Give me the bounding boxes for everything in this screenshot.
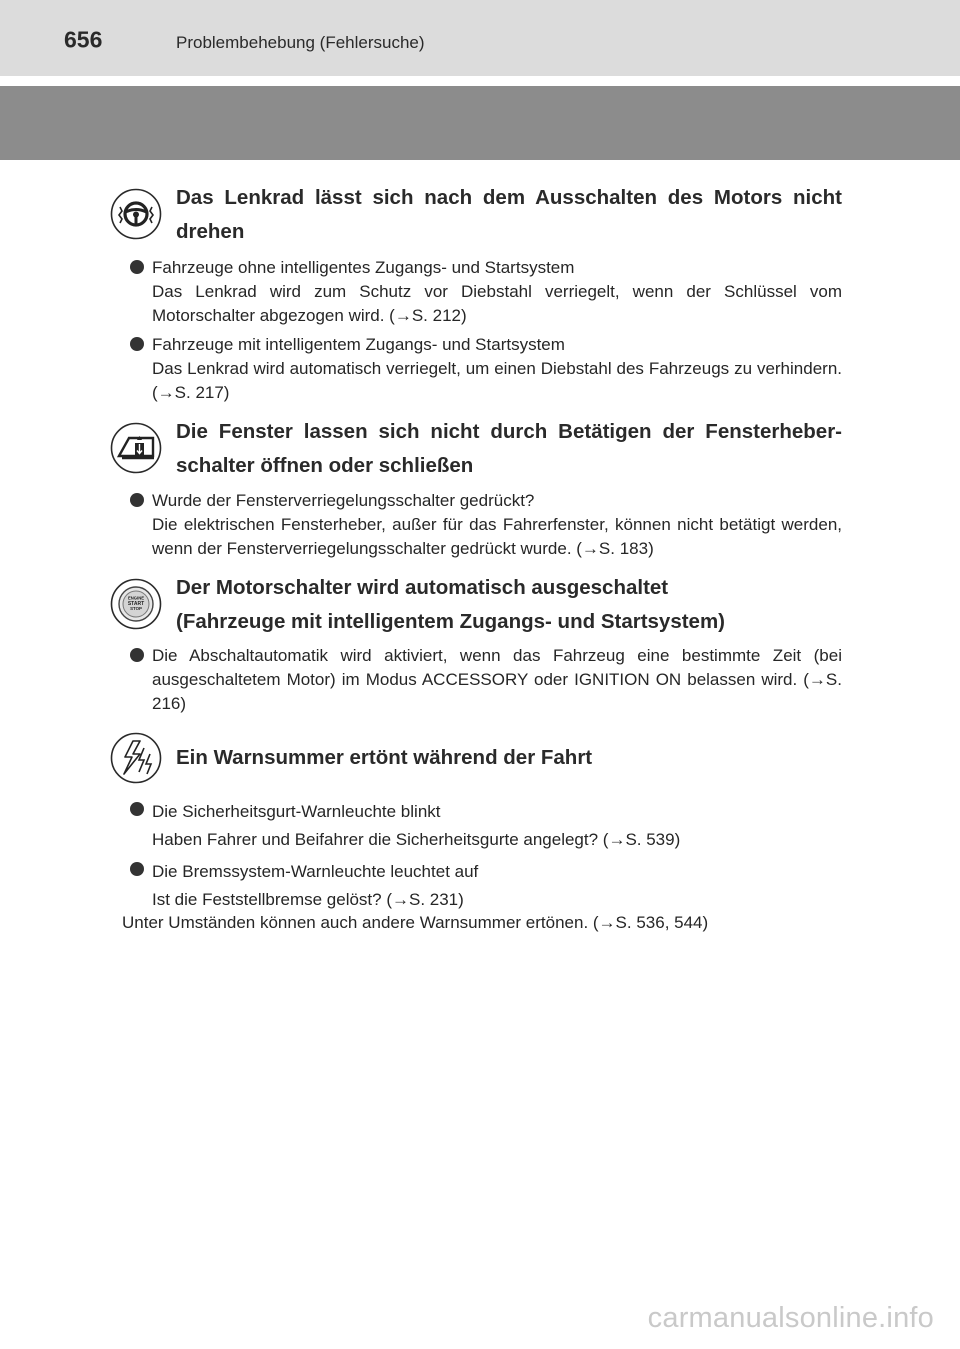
item-title: Wurde der Fensterverriegelungsschalter gedrückt? <box>152 491 535 510</box>
window-switch-icon <box>110 422 162 474</box>
heading-line: Der Motorschalter wird automatisch ausgeschaltet <box>176 576 669 599</box>
heading-line: Ein Warnsummer ertönt während der Fahrt <box>176 746 593 769</box>
heading-line: schalter öffnen oder schließen <box>176 454 474 477</box>
header-section-title: Problembehebung (Fehlersuche) <box>176 33 425 52</box>
header-gap <box>0 76 960 86</box>
bullet-icon <box>130 802 144 816</box>
item-title: Die Bremssystem-Warnleuchte leuchtet auf <box>152 862 479 881</box>
bullet-icon <box>130 862 144 876</box>
bullet-icon <box>130 493 144 507</box>
item-text: Das Lenkrad wird automatisch verriegelt, um einen Diebstahl des Fahrzeugs zu verhindern. (→S. 217) <box>152 359 842 402</box>
list-item <box>130 798 842 854</box>
watermark: carmanualsonline.info <box>647 1302 934 1334</box>
section-heading-warning-buzzer <box>176 741 842 775</box>
header-band <box>0 0 960 76</box>
header-dark-band <box>0 86 960 160</box>
bullet-icon <box>130 260 144 274</box>
icon-text: ENGINE <box>127 595 145 601</box>
list-item <box>130 333 842 405</box>
heading-line: Das Lenkrad lässt sich nach dem Ausschalten des Motors nicht <box>176 186 842 209</box>
list-item <box>130 644 842 716</box>
warning-buzzer-icon <box>110 732 162 784</box>
footnote: Unter Umständen können auch andere Warnsummer ertönen. (→S. 536, 544) <box>122 913 709 932</box>
list-item <box>130 256 842 328</box>
icon-text: STOP <box>130 606 142 611</box>
engine-start-stop-icon <box>110 578 162 630</box>
heading-line: drehen <box>176 220 245 243</box>
bullet-icon <box>130 648 144 662</box>
item-text: Die elektrischen Fensterheber, außer für das Fahrerfenster, können nicht betätigt werden, wenn der Fensterverriegelungsschalter gedrückt wurde. (→S. 183) <box>152 515 842 558</box>
section-heading-steering <box>176 181 842 249</box>
section-heading-windows <box>176 415 842 483</box>
heading-line: Die Fenster lassen sich nicht durch Betätigen der Fensterheber- <box>176 420 842 443</box>
list-item <box>130 489 842 561</box>
item-title: Fahrzeuge mit intelligentem Zugangs- und Startsystem <box>152 335 565 354</box>
item-text: Das Lenkrad wird zum Schutz vor Diebstahl verriegelt, wenn der Schlüssel vom Motorschalter abgezogen wird. (→S. 212) <box>152 282 842 325</box>
item-title: Die Sicherheitsgurt-Warnleuchte blinkt <box>152 802 441 821</box>
item-title: Fahrzeuge ohne intelligentes Zugangs- und Startsystem <box>152 258 575 277</box>
item-text: Ist die Feststellbremse gelöst? (→S. 231) <box>152 890 464 909</box>
bullet-icon <box>130 337 144 351</box>
icon-text: START <box>127 601 145 607</box>
section-heading-engine-switch <box>176 571 842 639</box>
item-text: Haben Fahrer und Beifahrer die Sicherheitsgurte angelegt? (→S. 539) <box>152 830 681 849</box>
page-number: 656 <box>64 26 103 53</box>
list-item <box>130 858 842 914</box>
steering-wheel-lock-icon <box>110 188 162 240</box>
item-text: Die Abschaltautomatik wird aktiviert, wenn das Fahrzeug eine bestimmte Zeit (bei ausgeschaltetem Motor) im Modus ACCESSORY oder IGNITION ON belassen wird. (→S. 216) <box>152 646 842 713</box>
heading-line: (Fahrzeuge mit intelligentem Zugangs- und Startsystem) <box>176 610 726 633</box>
